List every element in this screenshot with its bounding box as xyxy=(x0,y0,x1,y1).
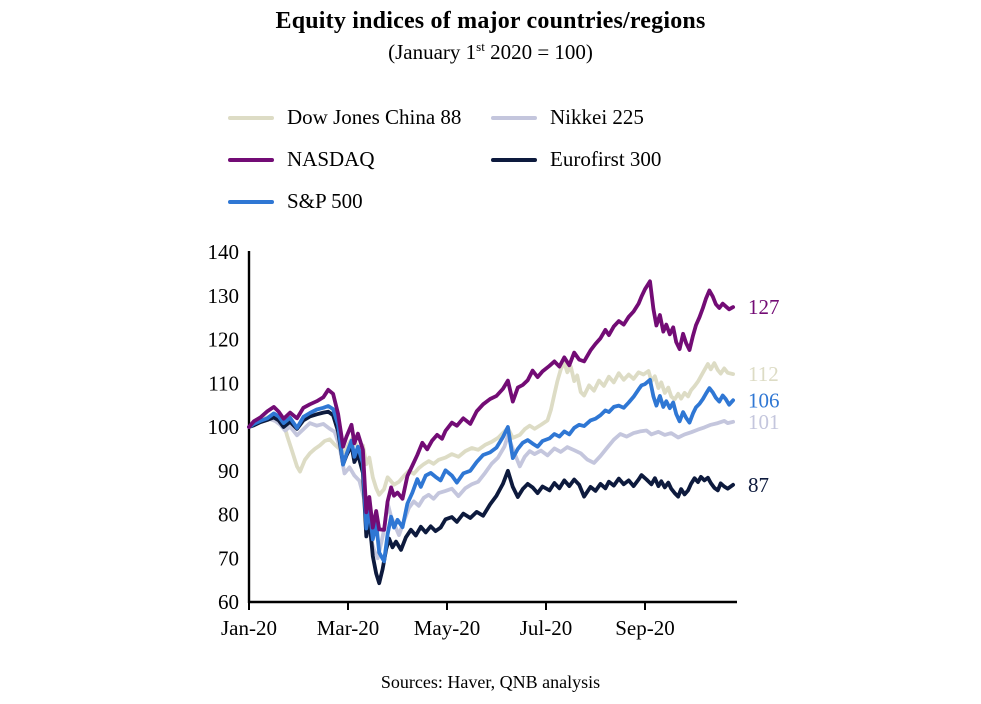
end-label-eurofirst-300: 87 xyxy=(748,472,769,497)
y-tick-label-120: 120 xyxy=(207,327,239,352)
x-tick-label-sep-20: Sep-20 xyxy=(615,616,675,640)
end-label-nikkei-225: 101 xyxy=(748,409,780,434)
x-tick-label-mar-20: Mar-20 xyxy=(316,616,380,640)
y-tick-label-130: 130 xyxy=(207,283,239,308)
series-line-nasdaq xyxy=(249,281,733,530)
legend-label-dow-jones-china-88: Dow Jones China 88 xyxy=(287,105,462,129)
y-tick-label-70: 70 xyxy=(218,546,239,571)
x-tick-label-jan-20: Jan-20 xyxy=(221,616,277,640)
series-line-nikkei-225 xyxy=(249,419,733,559)
subtitle-prefix: (January 1 xyxy=(388,40,477,64)
legend-label-sp-500: S&P 500 xyxy=(287,189,363,213)
y-tick-label-110: 110 xyxy=(208,371,239,396)
chart-title: Equity indices of major countries/regions xyxy=(275,8,706,34)
end-label-nasdaq: 127 xyxy=(748,295,780,320)
end-label-s-p-500: 106 xyxy=(748,388,780,413)
source-note: Sources: Haver, QNB analysis xyxy=(380,672,601,692)
y-tick-label-60: 60 xyxy=(218,590,239,614)
x-tick-label-may-20: May-20 xyxy=(413,616,481,640)
y-tick-label-90: 90 xyxy=(218,458,239,483)
series-line-eurofirst-300 xyxy=(249,412,733,584)
legend-label-nikkei-225: Nikkei 225 xyxy=(550,105,644,129)
subtitle-superscript: st xyxy=(476,39,485,54)
legend-label-eurofirst-300: Eurofirst 300 xyxy=(550,147,662,171)
series-line-s-p-500 xyxy=(249,380,733,562)
end-label-dow-jones-china-88: 112 xyxy=(748,362,779,387)
series-line-dow-jones-china-88 xyxy=(249,362,733,495)
y-tick-label-80: 80 xyxy=(218,502,239,527)
subtitle-suffix: 2020 = 100) xyxy=(484,40,593,64)
y-tick-label-140: 140 xyxy=(207,240,239,264)
y-tick-label-100: 100 xyxy=(207,415,239,439)
x-tick-label-jul-20: Jul-20 xyxy=(519,616,573,640)
legend-label-nasdaq: NASDAQ xyxy=(287,147,375,171)
